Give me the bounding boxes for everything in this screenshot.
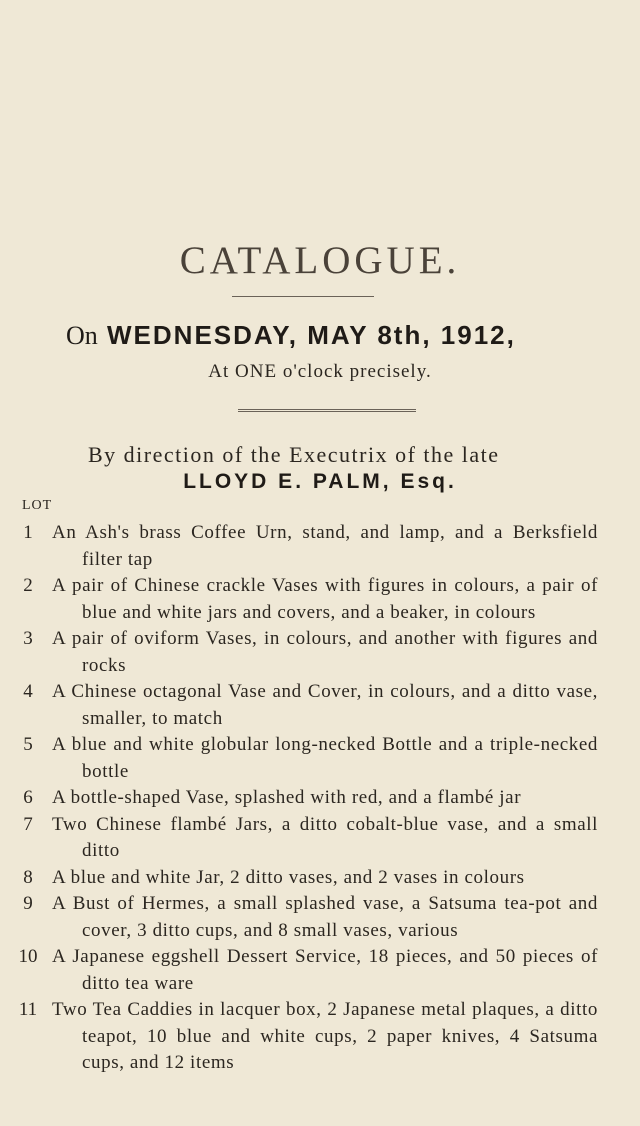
lot-item	[0, 573, 640, 626]
lot-description: A pair of Chinese crackle Vases with figures in colours, a pair of blue and white jars and covers, and a beaker, in colours	[52, 575, 598, 623]
sale-date: WEDNESDAY, MAY 8th, 1912,	[107, 320, 516, 350]
lot-description: A blue and white Jar, 2 ditto vases, and 2 vases in colours	[52, 866, 525, 888]
lot-description: A Bust of Hermes, a small splashed vase, a Satsuma tea-pot and cover, 3 ditto cups, and 8 small vases, various	[52, 893, 598, 941]
lot-description: An Ash's brass Coffee Urn, stand, and lamp, and a Berksfield filter tap	[52, 522, 598, 570]
lot-list	[0, 520, 640, 1077]
lot-number: 2	[23, 575, 33, 596]
lot-item	[0, 785, 640, 812]
lot-item	[0, 679, 640, 732]
lot-item	[0, 626, 640, 679]
lot-item	[0, 812, 640, 865]
lot-description: A bottle-shaped Vase, splashed with red, and a flambé jar	[52, 787, 522, 808]
catalogue-title: CATALOGUE.	[179, 239, 461, 282]
lot-number: 3	[23, 628, 33, 649]
lot-column-heading: LOT	[22, 498, 53, 513]
lot-description: Two Chinese flambé Jars, a ditto cobalt-blue vase, and a small ditto	[52, 813, 598, 861]
lot-item	[0, 997, 640, 1077]
lot-number: 10	[18, 946, 38, 967]
lot-description: A blue and white globular long-necked Bottle and a triple-necked bottle	[52, 734, 598, 782]
lot-number: 5	[23, 734, 33, 755]
date-prefix: On	[66, 321, 98, 350]
lot-item	[0, 732, 640, 785]
title-rule	[232, 296, 374, 297]
lot-description: Two Tea Caddies in lacquer box, 2 Japanese metal plaques, a ditto teapot, 10 blue and white cups, 2 paper knives, 4 Satsuma cups, and 12 items	[52, 999, 598, 1073]
lot-number: 11	[18, 999, 38, 1020]
lot-number: 9	[23, 893, 33, 914]
lot-item	[0, 944, 640, 997]
lot-item	[0, 865, 640, 892]
lot-number: 8	[23, 866, 33, 888]
lot-number: 1	[23, 522, 33, 543]
lot-item	[0, 891, 640, 944]
lot-number: 6	[23, 787, 33, 808]
estate-name: LLOYD E. PALM, Esq.	[183, 470, 457, 493]
section-rule	[238, 409, 416, 412]
direction-line: By direction of the Executrix of the late	[88, 442, 500, 467]
lot-description: A Japanese eggshell Dessert Service, 18 pieces, and 50 pieces of ditto tea ware	[52, 946, 598, 994]
lot-description: A Chinese octagonal Vase and Cover, in colours, and a ditto vase, smaller, to match	[52, 681, 598, 729]
lot-number: 4	[23, 681, 33, 702]
sale-time: At ONE o'clock precisely.	[208, 361, 432, 382]
lot-description: A pair of oviform Vases, in colours, and another with figures and rocks	[52, 628, 598, 676]
sale-dateline	[66, 320, 626, 351]
lot-number: 7	[23, 813, 33, 835]
lot-item	[0, 520, 640, 573]
